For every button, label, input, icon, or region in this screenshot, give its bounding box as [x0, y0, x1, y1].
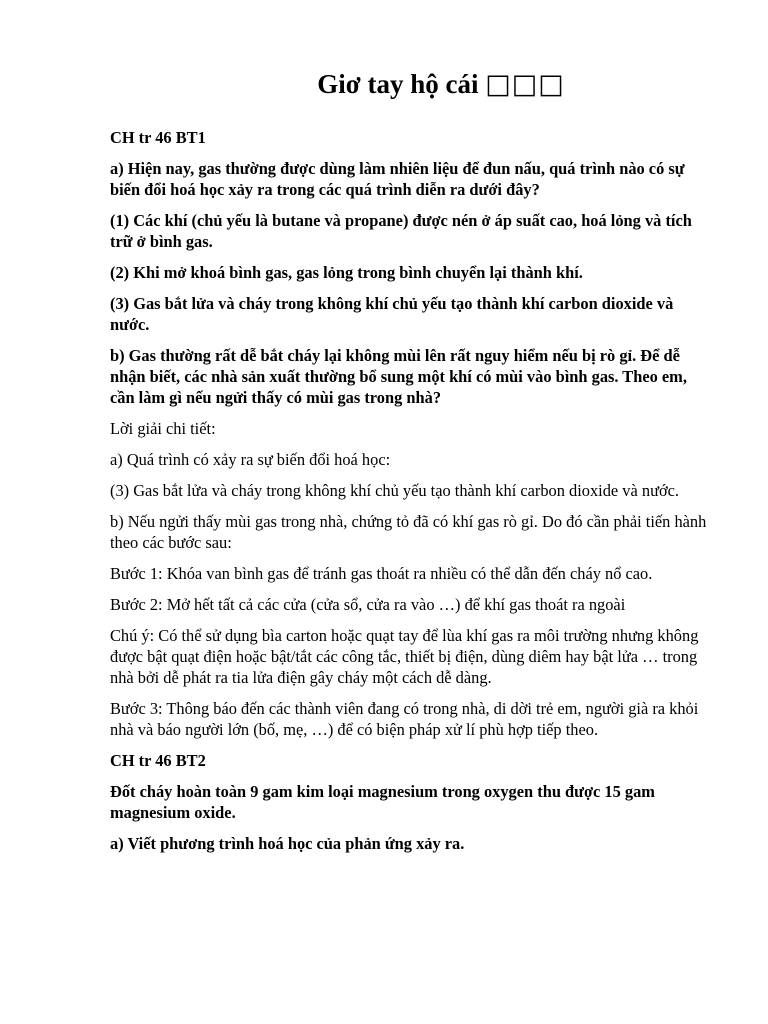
title-text: Giơ tay hộ cái: [317, 69, 479, 99]
document-title: [110, 68, 712, 101]
process-3: (3) Gas bắt lửa và cháy trong không khí chủ yếu tạo thành khí carbon dioxide và nước.: [110, 294, 674, 334]
exercise-heading-bt2: CH tr 46 BT2: [110, 751, 206, 770]
question-b: b) Gas thường rất dễ bắt cháy lại không mùi lên rất nguy hiểm nếu bị rò gỉ. Để dễ nhận biết, các nhà sản xuất thường bổ sung một khí có mùi vào bình gas. Theo em, cần làm gì nếu ngửi thấy có mùi gas trong nhà?: [110, 346, 687, 407]
solution-heading: Lời giải chi tiết:: [110, 419, 216, 438]
problem-statement: Đốt cháy hoàn toàn 9 gam kim loại magnesium trong oxygen thu được 15 gam magnesium oxide.: [110, 782, 655, 822]
step-3: Bước 3: Thông báo đến các thành viên đang có trong nhà, di dời trẻ em, người già ra khỏi nhà và báo người lớn (bố, mẹ, …) để có biện pháp xử lí phù hợp tiếp theo.: [110, 699, 699, 739]
answer-a: a) Quá trình có xảy ra sự biến đổi hoá học:: [110, 450, 391, 469]
question-bt2-a: a) Viết phương trình hoá học của phản ứng xảy ra.: [110, 834, 465, 853]
step-1: Bước 1: Khóa van bình gas để tránh gas thoát ra nhiều có thể dẫn đến cháy nổ cao.: [110, 564, 653, 583]
exercise-heading-bt1: CH tr 46 BT1: [110, 128, 206, 147]
note: Chú ý: Có thể sử dụng bìa carton hoặc quạt tay để lùa khí gas ra môi trường nhưng không được bật quạt điện hoặc bật/tắt các công tắc, thiết bị điện, dùng diêm hay bật lửa … trong nhà bởi dễ phát ra tia lửa điện gây cháy một cách dễ dàng.: [110, 626, 699, 687]
answer-b: b) Nếu ngửi thấy mùi gas trong nhà, chứng tỏ đã có khí gas rò gỉ. Do đó cần phải tiến hành theo các bước sau:: [110, 512, 707, 552]
answer-a-detail: (3) Gas bắt lửa và cháy trong không khí chủ yếu tạo thành khí carbon dioxide và nước.: [110, 481, 679, 500]
title-missing-glyphs: □□□: [485, 69, 565, 100]
step-2: Bước 2: Mở hết tất cả các cửa (cửa sổ, cửa ra vào …) để khí gas thoát ra ngoài: [110, 595, 626, 614]
process-1: (1) Các khí (chủ yếu là butane và propane) được nén ở áp suất cao, hoá lỏng và tích trữ ở bình gas.: [110, 211, 692, 251]
process-2: (2) Khi mở khoá bình gas, gas lỏng trong bình chuyển lại thành khí.: [110, 263, 583, 282]
question-a: a) Hiện nay, gas thường được dùng làm nhiên liệu để đun nấu, quá trình nào có sự biến đổi hoá học xảy ra trong các quá trình diễn ra dưới đây?: [110, 159, 685, 199]
